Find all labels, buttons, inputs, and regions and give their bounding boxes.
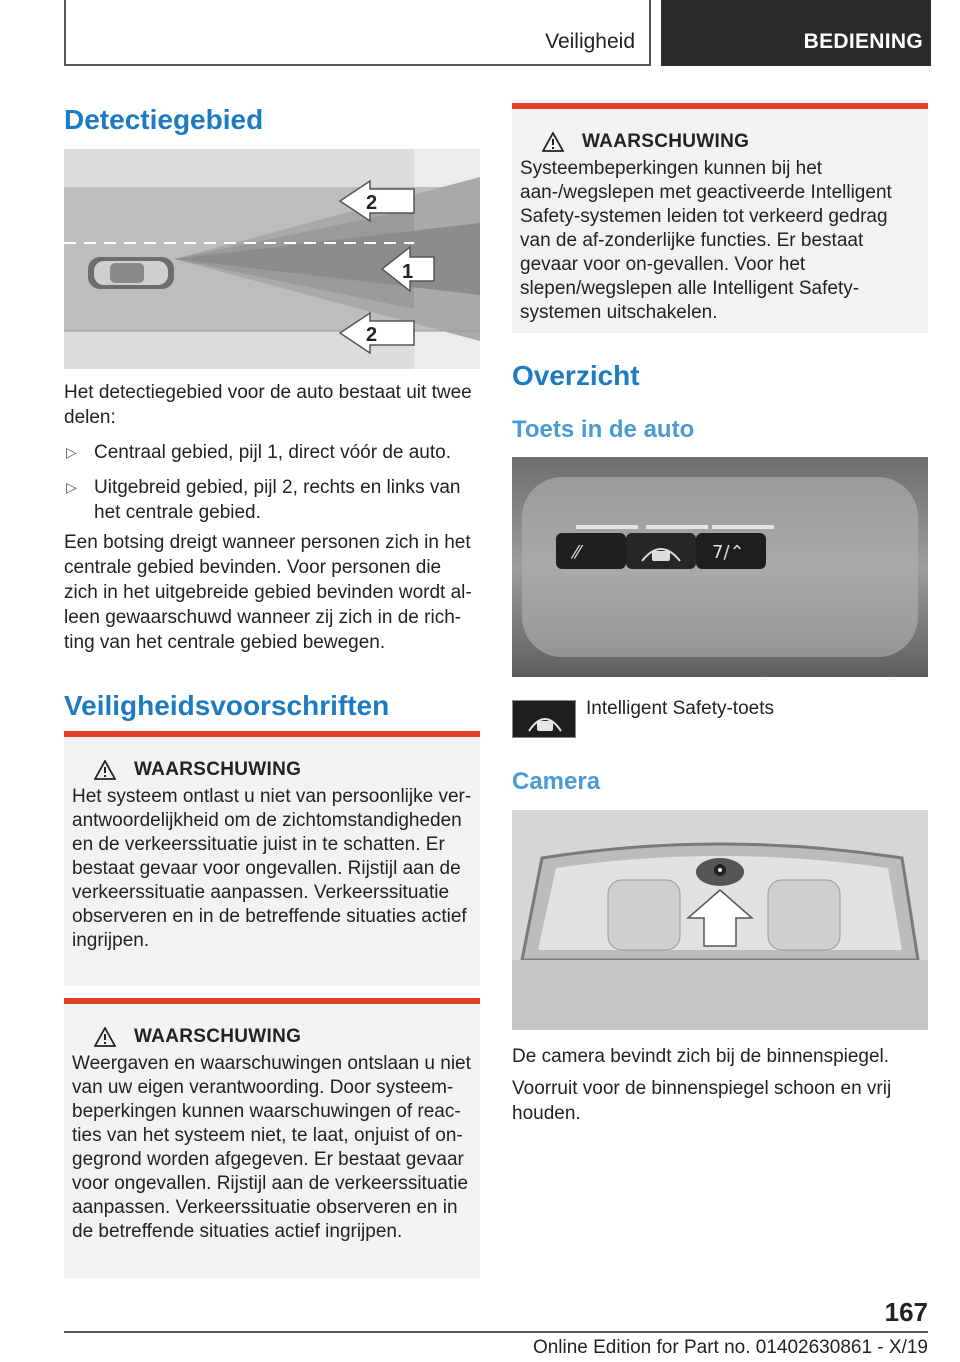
button-safety-icon — [626, 533, 696, 569]
list-item — [64, 475, 480, 525]
heading-safety-rules: Veiligheidsvoorschriften — [64, 690, 390, 721]
detection-intro: Het detectiegebied voor de auto bestaat uit twee delen: — [64, 382, 472, 428]
heading-camera: Camera — [512, 768, 601, 795]
heading-button-in-car: Toets in de auto — [512, 416, 695, 443]
header-section-title: Veiligheid — [545, 30, 635, 53]
header-chapter-title: BEDIENING — [661, 0, 931, 66]
warning-triangle-icon — [94, 1027, 116, 1047]
heading-overview: Overzicht — [512, 360, 640, 391]
warning-header — [72, 1026, 472, 1048]
warning-triangle-icon — [94, 760, 116, 780]
button-distance-icon — [696, 533, 766, 569]
warning-triangle-icon — [542, 132, 564, 152]
label-arrow-1: 1 — [402, 261, 414, 283]
header-separator — [649, 0, 651, 66]
triangle-bullet-icon: ▷ — [66, 479, 77, 495]
warning-title: WAARSCHUWING — [134, 759, 302, 780]
camera-location-photo — [512, 810, 928, 1030]
bullet-text: Uitgebreid gebied, pijl 2, rechts en links van het centrale gebied. — [94, 477, 461, 523]
footer-rule — [64, 1331, 928, 1333]
triangle-bullet-icon: ▷ — [66, 444, 77, 460]
warning-text: Weergaven en waarschuwingen ontslaan u niet van uw eigen verantwoording. Door systeem-beperkingen kunnen waarschuwingen of reac-ties van het systeem niet, te laat, onjuist of on-gegrond worden afgegeven. Er bestaat gevaar voor ongevallen. Rijstijl aan de verkeerssituatie aanpassen. Verkeerssituatie observeren en in de betreffende situaties actief ingrijpen. — [72, 1053, 471, 1242]
warning-text: Het systeem ontlast u niet van persoonlijke ver-antwoordelijkheid om de zichtomstandigheden en de verkeerssituatie juist in te schatten. Er bestaat gevaar voor ongevallen. Rijstijl aan de verkeerssituatie aanpassen. Verkeerssituatie observeren en in de betreffende situaties actief ingrijpen. — [72, 786, 472, 951]
detection-area-diagram — [64, 149, 480, 369]
car-icon — [88, 257, 174, 289]
header-bottom-rule — [64, 64, 649, 66]
warning-text: Systeembeperkingen kunnen bij het aan-/wegslepen met geactiveerde Intelligent Safety-systemen leiden tot verkeerd gedrag van de af-zonderlijke functies. Er bestaat gevaar voor on-gevallen. Voor het slepen/wegslepen alle Intelligent Safety-systemen uitschakelen. — [520, 158, 892, 323]
button-lane-icon — [556, 533, 626, 569]
label-arrow-2-top: 2 — [366, 192, 378, 214]
camera-text-1: De camera bevindt zich bij de binnenspiegel. — [512, 1046, 890, 1067]
detection-bullet-list — [64, 440, 480, 529]
warning-title: WAARSCHUWING — [134, 1026, 302, 1047]
detection-diagram-svg — [64, 149, 480, 369]
warning-box-3 — [512, 103, 928, 333]
page-number: 167 — [884, 1297, 928, 1327]
button-panel-photo — [512, 457, 928, 677]
svg-text:⁄⁄: ⁄⁄ — [574, 542, 581, 563]
warning-title: WAARSCHUWING — [582, 131, 750, 152]
warning-header — [520, 131, 920, 153]
button-panel-svg — [512, 457, 928, 677]
safety-button-glyph-icon — [513, 701, 577, 739]
svg-text:7/⌃: 7/⌃ — [712, 542, 745, 563]
warning-box-2 — [64, 998, 480, 1278]
camera-text-2: Voorruit voor de binnenspiegel schoon en vrij houden. — [512, 1078, 892, 1124]
label-arrow-2-bottom: 2 — [366, 324, 378, 346]
footer-edition: Online Edition for Part no. 01402630861 - X/19 — [532, 1337, 928, 1358]
camera-icon — [696, 858, 744, 886]
detection-paragraph: Een botsing dreigt wanneer personen zich in het centrale gebied bevinden. Voor personen die zich in het uitgebreide gebied bevinden wordt al-leen gewaarschuwd wanneer zij zich in de rich-ting van het centrale gebied bewegen. — [64, 532, 472, 653]
warning-box-1 — [64, 731, 480, 986]
safety-button-caption: Intelligent Safety-toets — [586, 698, 774, 719]
camera-photo-svg — [512, 810, 928, 1030]
warning-header — [72, 759, 472, 781]
heading-detection-area: Detectiegebied — [64, 104, 264, 135]
safety-button-icon — [512, 700, 576, 738]
page-header — [0, 0, 960, 66]
list-item — [64, 440, 480, 465]
bullet-text: Centraal gebied, pijl 1, direct vóór de auto. — [94, 442, 451, 463]
